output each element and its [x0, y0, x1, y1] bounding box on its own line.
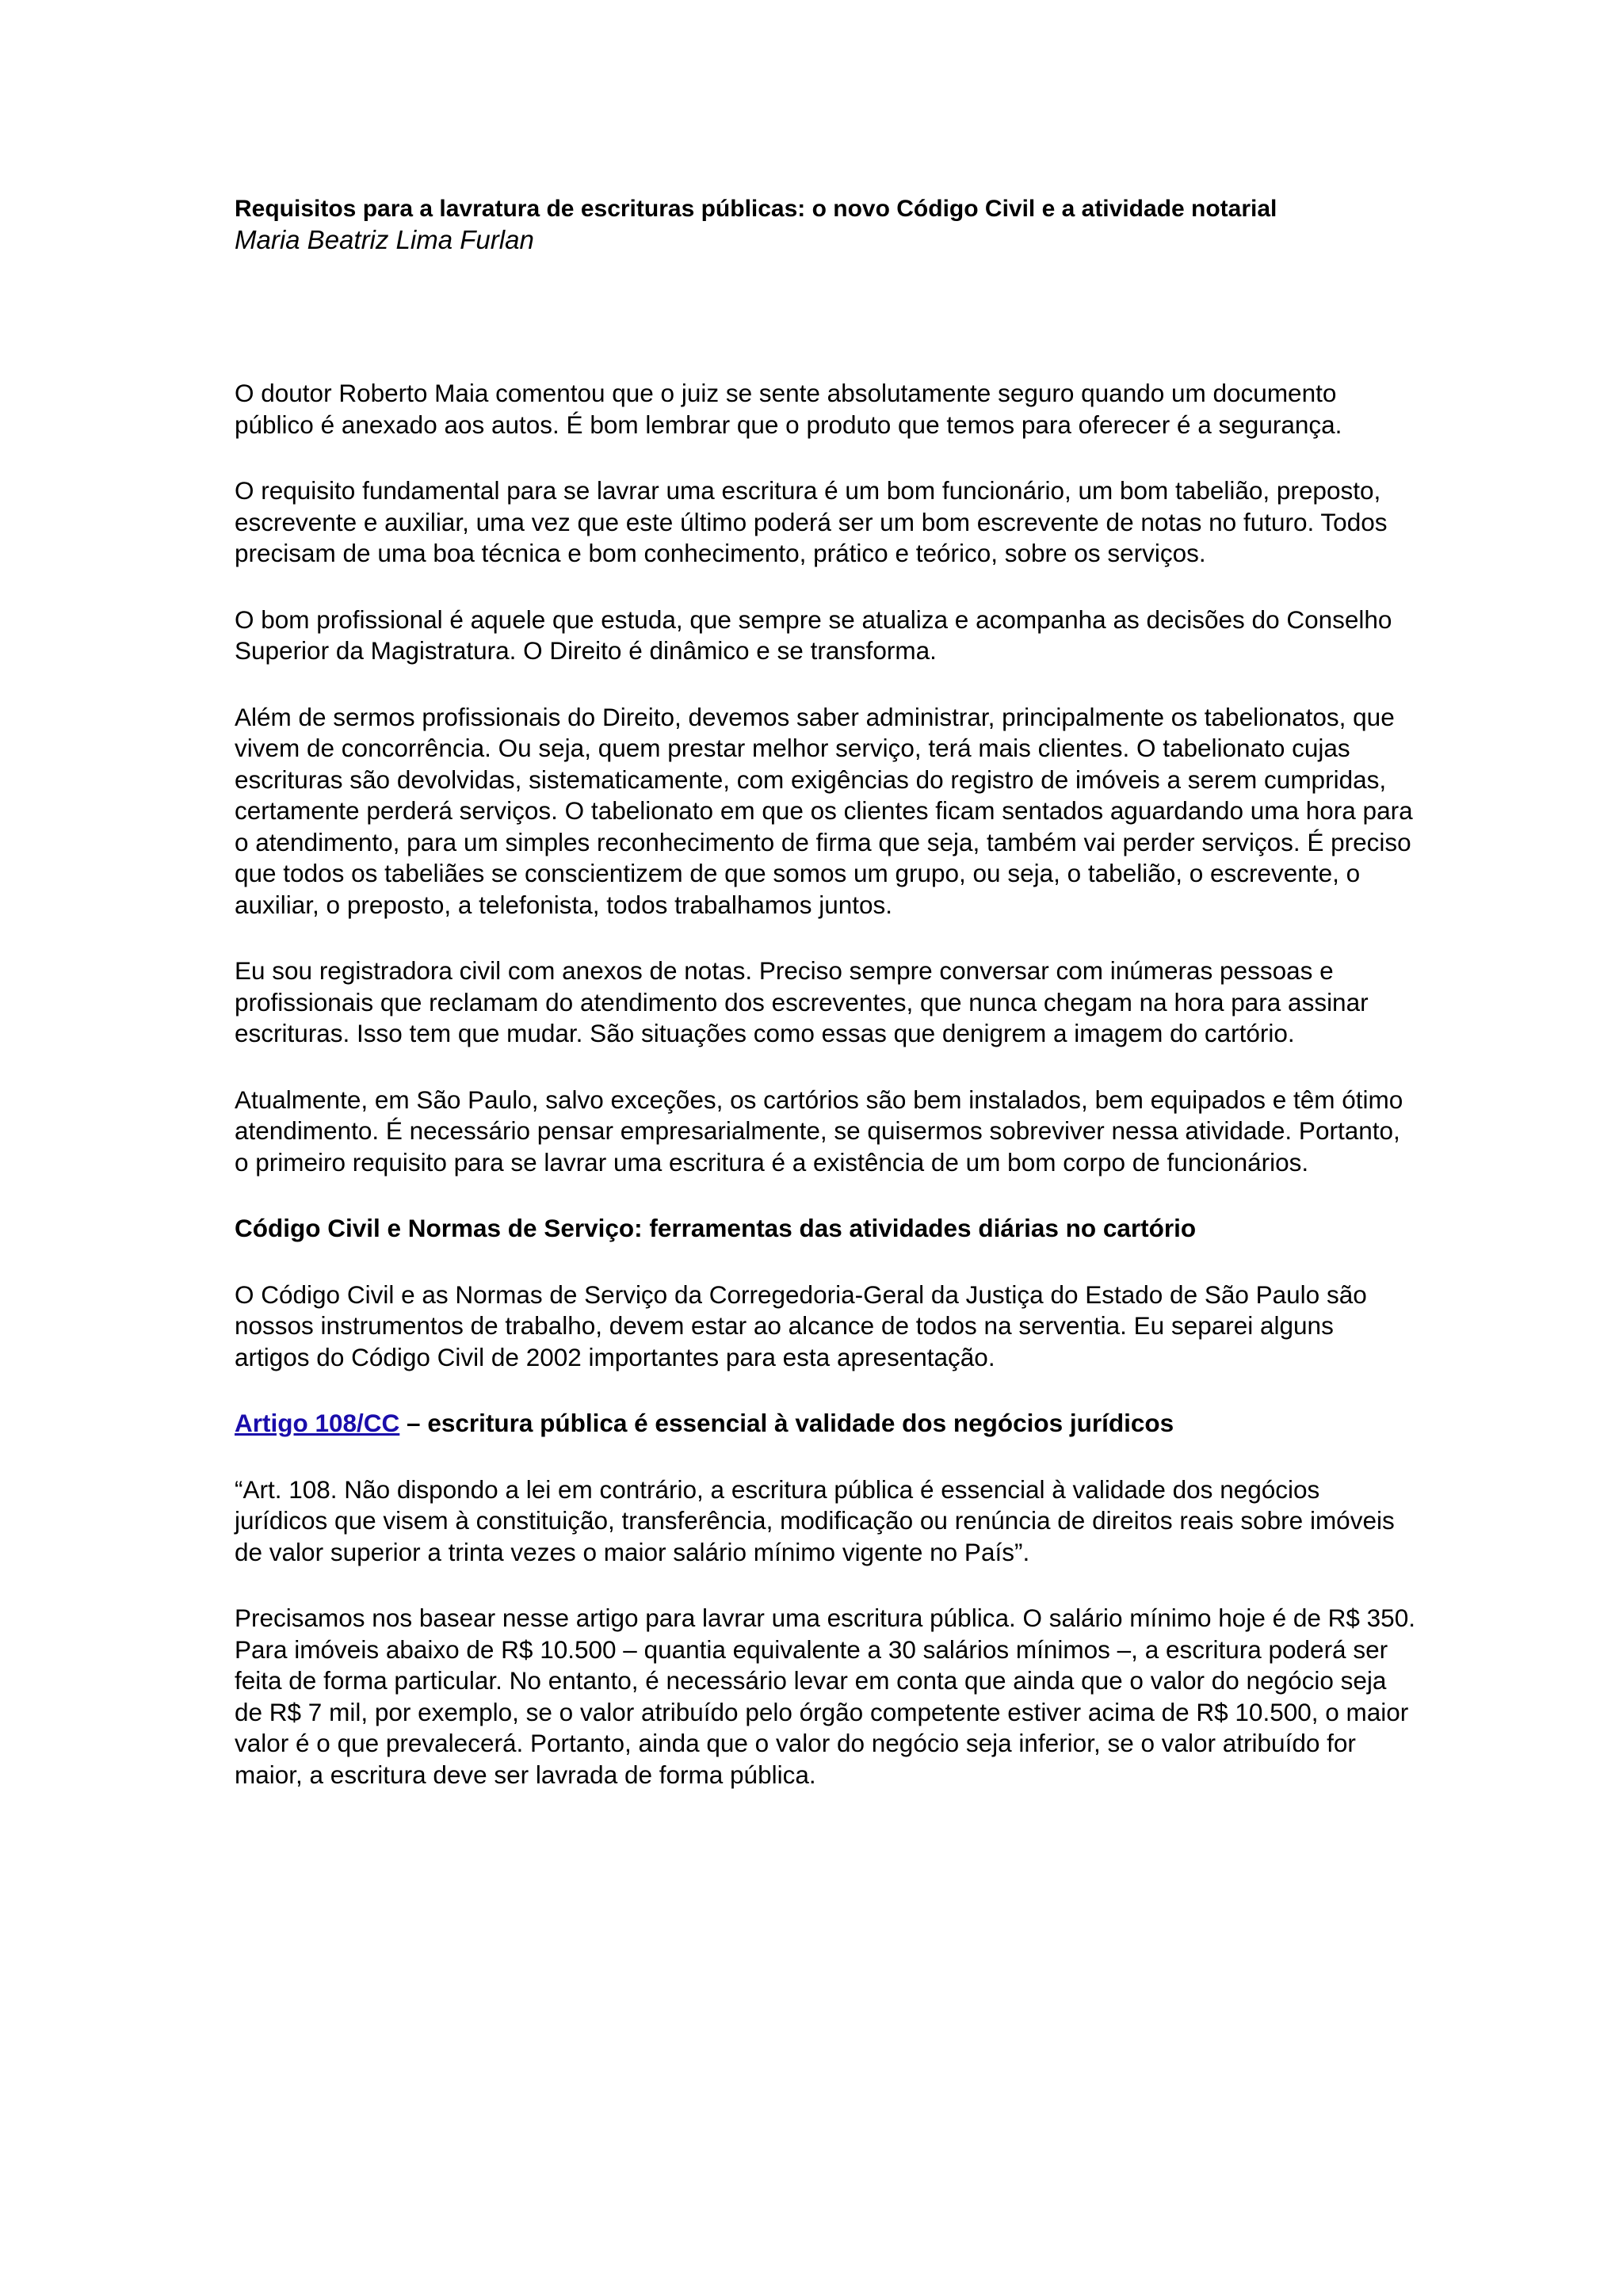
- document-author: Maria Beatriz Lima Furlan: [235, 225, 534, 254]
- document-page: [235, 193, 1423, 1825]
- paragraph-8-quote: “Art. 108. Não dispondo a lei em contrário, a escritura pública é essencial à validade dos negócios jurídicos que visem à constituição, transferência, modificação ou renúncia de direitos reais sobre imóveis de valor superior a trinta vezes o maior salário mínimo vigente no País”.: [235, 1474, 1395, 1566]
- paragraph-5: Eu sou registradora civil com anexos de notas. Preciso sempre conversar com inúmeras pessoas e profissionais que reclamam do atendimento dos escreventes, que nunca chegam na hora para assinar escrituras. Isso tem que mudar. São situações como essas que denigrem a imagem do cartório.: [235, 956, 1369, 1047]
- section-heading-codigo-civil: Código Civil e Normas de Serviço: ferramentas das atividades diárias no cartório: [235, 1214, 1197, 1242]
- paragraph-6: Atualmente, em São Paulo, salvo exceções, os cartórios são bem instalados, bem equipados e têm ótimo atendimento. É necessário pensar empresarialmente, se quisermos sobreviver nessa atividade. Portanto, o primeiro requisito para se lavrar uma escritura é a existência de um bom corpo de funcionários.: [235, 1085, 1403, 1177]
- paragraph-7: O Código Civil e as Normas de Serviço da Corregedoria-Geral da Justiça do Estado de São Paulo são nossos instrumentos de trabalho, devem estar ao alcance de todos na serventia. Eu separei alguns artigos do Código Civil de 2002 importantes para esta apresentação.: [235, 1280, 1367, 1371]
- paragraph-4: Além de sermos profissionais do Direito, devemos saber administrar, principalmente os tabelionatos, que vivem de concorrência. Ou seja, quem prestar melhor serviço, terá mais clientes. O tabelionato cujas escrituras são devolvidas, sistematicamente, com exigências do registro de imóveis a serem cumpridas, certamente perderá serviços. O tabelionato em que os clientes ficam sentados aguardando uma hora para o atendimento, para um simples reconhecimento de firma que seja, também vai perder serviços. É preciso que todos os tabeliães se conscientizem de que somos um grupo, ou seja, o tabelião, o escrevente, o auxiliar, o preposto, a telefonista, todos trabalhamos juntos.: [235, 702, 1413, 919]
- paragraph-3: O bom profissional é aquele que estuda, que sempre se atualiza e acompanha as decisões do Conselho Superior da Magistratura. O Direito é dinâmico e se transforma.: [235, 605, 1392, 665]
- artigo-108-link[interactable]: Artigo 108/CC: [235, 1409, 400, 1437]
- paragraph-2: O requisito fundamental para se lavrar uma escritura é um bom funcionário, um bom tabelião, preposto, escrevente e auxiliar, uma vez que este último poderá ser um bom escrevente de notas no futuro. Todos precisam de uma boa técnica e bom conhecimento, prático e teórico, sobre os serviços.: [235, 476, 1388, 567]
- document-title: Requisitos para a lavratura de escrituras públicas: o novo Código Civil e a atividade notarial: [235, 196, 1277, 222]
- section-heading-artigo-108: [235, 1408, 1423, 1440]
- section-heading-artigo-108-text: – escritura pública é essencial à validade dos negócios jurídicos: [399, 1409, 1174, 1437]
- paragraph-9: Precisamos nos basear nesse artigo para lavrar uma escritura pública. O salário mínimo hoje é de R$ 350. Para imóveis abaixo de R$ 10.500 – quantia equivalente a 30 salários mínimos –, a escritura poderá ser feita de forma particular. No entanto, é necessário levar em conta que ainda que o valor do negócio seja de R$ 7 mil, por exemplo, se o valor atribuído pelo órgão competente estiver acima de R$ 10.500, o maior valor é o que prevalecerá. Portanto, ainda que o valor do negócio seja inferior, se o valor atribuído for maior, a escritura deve ser lavrada de forma pública.: [235, 1604, 1415, 1789]
- paragraph-1: O doutor Roberto Maia comentou que o juiz se sente absolutamente seguro quando um documento público é anexado aos autos. É bom lembrar que o produto que temos para oferecer é a segurança.: [235, 379, 1342, 439]
